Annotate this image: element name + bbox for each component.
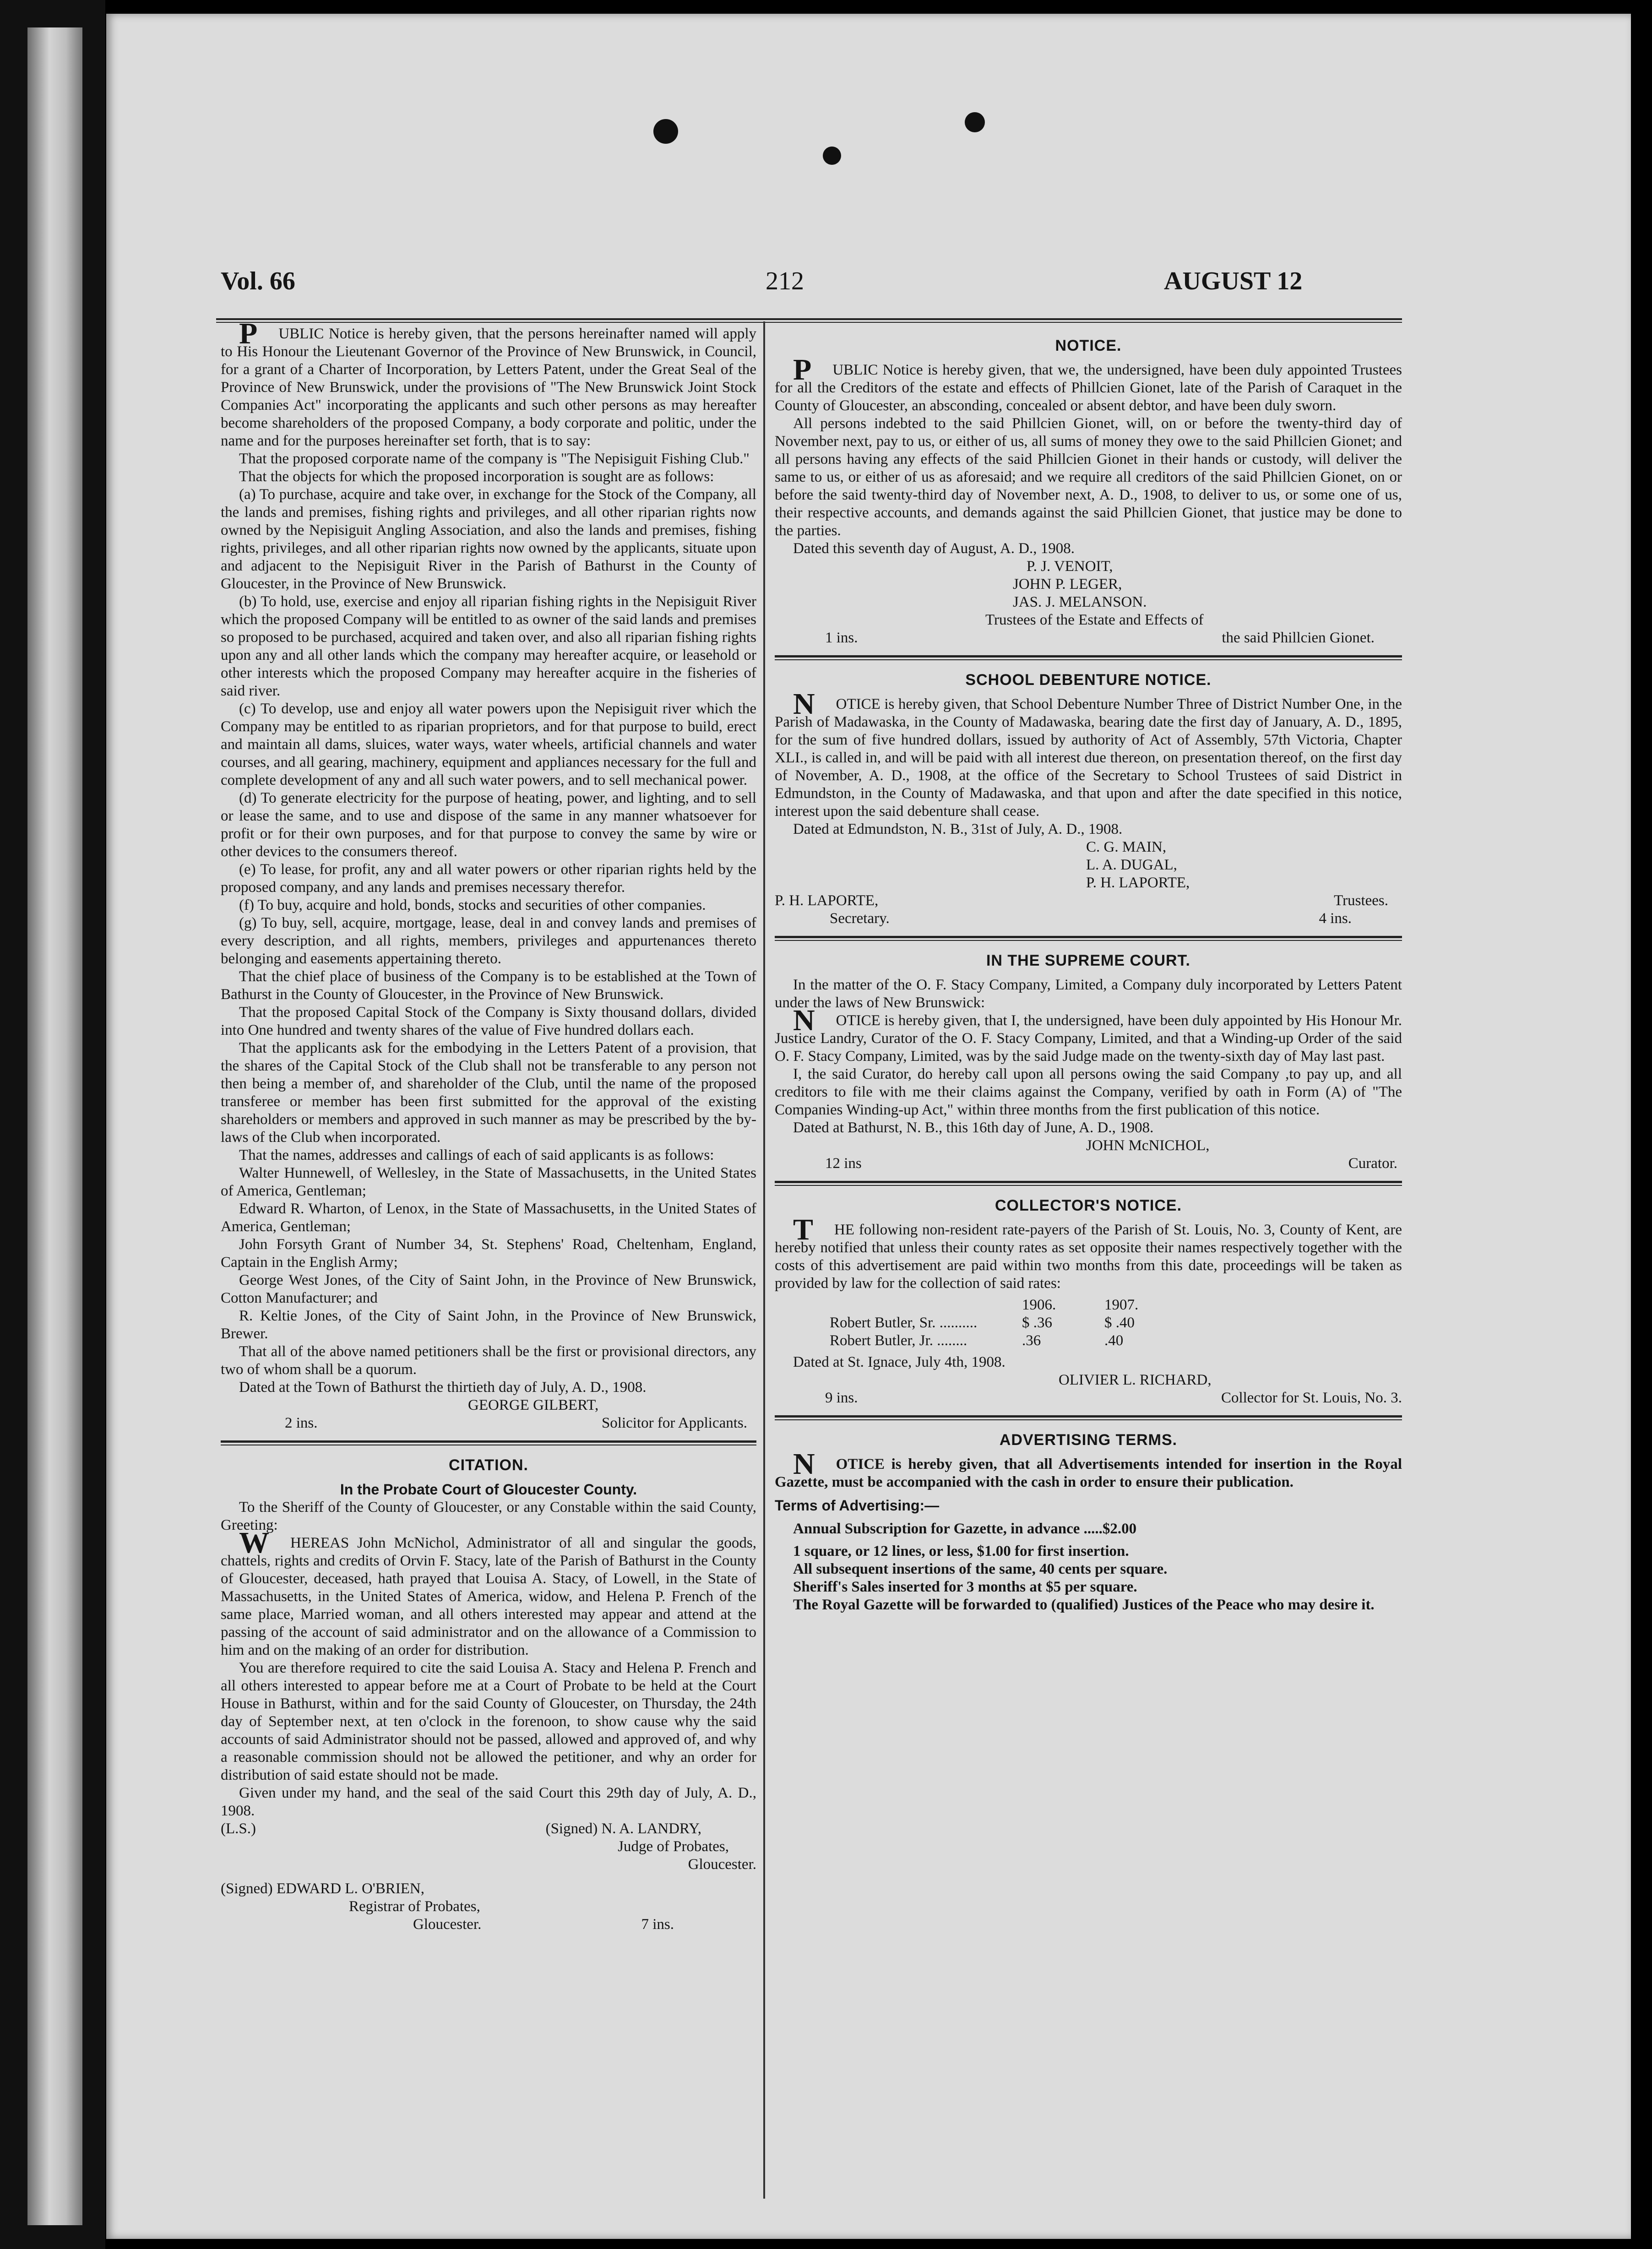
ratepayer-name: Robert Butler, Jr. ........ bbox=[830, 1332, 967, 1349]
column-divider bbox=[763, 321, 765, 2199]
section-rule bbox=[775, 936, 1402, 941]
trustee-notice-body-2: All persons indebted to the said Phillcien Gionet, will, on or before the twenty-third day of November next, pay to us, or either of us, all sums of money they owe to the said Phillcien Gionet; and all persons having any effects of the said Phillcien Gionet in their hands or custody, will deliver the same to us, or either of us as aforesaid; and we require all creditors of the said Phillcien Gionet, on or before the said twenty-third day of November next, A. D., 1908, to deliver to us, or some one of us, their respective accounts, and demands against the said Phillcien Gionet, that justice may be done to the parties. bbox=[775, 415, 1402, 539]
ratepayer-name: Robert Butler, Sr. .......... bbox=[830, 1315, 978, 1331]
terms-line: The Royal Gazette will be forwarded to (qualified) Justices of the Peace who may desire it. bbox=[793, 1597, 1375, 1613]
school-debenture-dated: Dated at Edmundston, N. B., 31st of July, A. D., 1908. bbox=[793, 821, 1123, 837]
trustee-title-2: the said Phillcien Gionet. bbox=[1222, 630, 1375, 646]
seal-label: (L.S.) bbox=[221, 1820, 256, 1837]
object-f: (f) To buy, acquire and hold, bonds, stocks and securities of other companies. bbox=[239, 897, 706, 913]
applicant: Edward R. Wharton, of Lenox, in the State of Massachusetts, in the United States of America, Gentleman; bbox=[221, 1201, 756, 1235]
judge-county: Gloucester. bbox=[688, 1856, 756, 1873]
applicant: R. Keltie Jones, of the City of Saint John, in the Province of New Brunswick, Brewer. bbox=[221, 1308, 756, 1342]
school-trustee-signature: P. H. LAPORTE, bbox=[1086, 875, 1190, 891]
secretary-name: P. H. LAPORTE, bbox=[775, 892, 879, 909]
insertions-count: 9 ins. bbox=[825, 1390, 858, 1406]
terms-line: 1 square, or 12 lines, or less, $1.00 for first insertion. bbox=[793, 1543, 1129, 1559]
trustee-signature: JAS. J. MELANSON. bbox=[1013, 594, 1147, 610]
terms-heading: Terms of Advertising:— bbox=[775, 1497, 940, 1514]
registrar-county: Gloucester. bbox=[413, 1916, 482, 1933]
year-header: 1907. bbox=[1104, 1297, 1139, 1313]
citation-court: In the Probate Court of Gloucester County. bbox=[340, 1481, 637, 1498]
object-b: (b) To hold, use, exercise and enjoy all riparian fishing rights in the Nepisiguit River which the proposed Company will be entitled to as owner of the said lands and premises so proposed to be purchased, acquired and taken over, and also all riparian fishing rights upon any and all other lands which the company may hereafter acquire, or leasehold or other interests which the proposed Company may hereafter acquire in the fisheries of said river. bbox=[221, 593, 756, 699]
trustee-title: Trustees of the Estate and Effects of bbox=[985, 612, 1204, 628]
dated-line: Dated at the Town of Bathurst the thirtieth day of July, A. D., 1908. bbox=[239, 1379, 647, 1396]
rates-table bbox=[830, 1296, 1402, 1350]
punch-hole bbox=[823, 147, 841, 165]
page-number: 212 bbox=[766, 267, 804, 295]
secretary-title: Secretary. bbox=[830, 910, 890, 927]
citation-title: CITATION. bbox=[449, 1456, 528, 1474]
secretary-row bbox=[775, 892, 1402, 910]
signed-registrar: (Signed) EDWARD L. O'BRIEN, bbox=[221, 1880, 424, 1897]
supreme-court-title: IN THE SUPREME COURT. bbox=[986, 952, 1191, 969]
header-rule bbox=[216, 318, 1402, 323]
terms-line: Sheriff's Sales inserted for 3 months at $5 per square. bbox=[793, 1579, 1137, 1595]
signature-row bbox=[221, 1414, 756, 1432]
collector-title: Collector for St. Louis, No. 3. bbox=[1221, 1390, 1402, 1406]
curator-title: Curator. bbox=[1348, 1155, 1397, 1172]
collector-row bbox=[775, 1389, 1402, 1407]
share-transfer-provision: That the applicants ask for the embodying in the Letters Patent of a provision, that the shares of the Capital Stock of the Club shall not be transferable to any person not then being a member of, and shareholder of the Club, until the name of the proposed transferee or member has been first submitted for the approval of the existing shareholders or members and approved in such manner as may be prescribed by the by-laws of the Club when incorporated. bbox=[221, 1040, 756, 1146]
secretary-row-2 bbox=[775, 910, 1402, 928]
terms-line: Annual Subscription for Gazette, in advance .....$2.00 bbox=[793, 1521, 1137, 1537]
punch-hole bbox=[965, 112, 985, 132]
table-row bbox=[830, 1332, 1402, 1350]
object-a: (a) To purchase, acquire and take over, in exchange for the Stock of the Company, all the lands and premises, fishing rights and privileges, and all other riparian rights now owned by the Nepisiguit Angling Association, and also the lands and premises, fishing rights, privileges, and all other riparian rights now owned by the applicants, situate upon and adjacent to the Nepisiguit River in the Parish of Bathurst in the County of Gloucester, in the Province of New Brunswick. bbox=[221, 486, 756, 592]
advertising-terms-title: ADVERTISING TERMS. bbox=[999, 1431, 1178, 1449]
registrar-row bbox=[221, 1916, 756, 1934]
section-rule bbox=[775, 655, 1402, 660]
collector-signature: OLIVIER L. RICHARD, bbox=[1059, 1372, 1212, 1388]
object-d: (d) To generate electricity for the purpose of heating, power, and lighting, and to sell or lease the same, and to use and dispose of the same in any manner whatsoever for profit or for their own purposes, and for that purpose to convey the same by wire or other devices to the consumers thereof. bbox=[221, 790, 756, 860]
school-trustee-signature: L. A. DUGAL, bbox=[1086, 857, 1177, 873]
applicants-intro: That the names, addresses and callings of each of said applicants is as follows: bbox=[239, 1147, 714, 1163]
applicant: John Forsyth Grant of Number 34, St. Stephens' Road, Cheltenham, England, Captain in the English Army; bbox=[221, 1236, 756, 1271]
supreme-court-body-2: I, the said Curator, do hereby call upon all persons owing the said Company ,to pay up, and all creditors to file with me their claims against the Company, verified by oath in Form (A) of "The Companies Winding-up Act," within three months from the first publication of this notice. bbox=[775, 1066, 1402, 1118]
curator-row bbox=[775, 1155, 1402, 1173]
insertions-count: 1 ins. bbox=[825, 630, 858, 646]
advertising-terms-body: NOTICE is hereby given, that all Advertisements intended for insertion in the Royal Gazette, must be accompanied with the cash in order to ensure their publication. bbox=[775, 1447, 1402, 1490]
gazette-page bbox=[106, 14, 1631, 2239]
signed-judge: (Signed) N. A. LANDRY, bbox=[545, 1820, 701, 1837]
rate-1907: .40 bbox=[1104, 1332, 1124, 1349]
applicant: George West Jones, of the City of Saint John, in the Province of New Brunswick, Cotton Manufacturer; and bbox=[221, 1272, 756, 1306]
judge-title: Judge of Probates, bbox=[618, 1838, 729, 1855]
school-debenture-body: NOTICE is hereby given, that School Debenture Number Three of District Number One, in the Parish of Madawaska, in the County of Madawaska, bearing date the first day of January, A. D., 1895, for the sum of five hundred dollars, issued by authority of Act of Assembly, 57th Victoria, Chapter XLI., is called in, and will be paid with all interest due thereon, on presentation thereof, on the first day of November, A. D., 1908, at the office of the Secretary to School Trustees of said District in Edmundston, in the County of Madawaska, and that upon and after the date specified in this notice, interest upon the said debenture shall cease. bbox=[775, 687, 1402, 820]
volume-number: Vol. 66 bbox=[221, 267, 295, 295]
insertions-count: 12 ins bbox=[825, 1155, 862, 1172]
punch-hole bbox=[653, 119, 678, 144]
section-rule bbox=[775, 1181, 1402, 1186]
place-of-business: That the chief place of business of the Company is to be established at the Town of Bathurst in the County of Gloucester, in the Province of New Brunswick. bbox=[221, 968, 756, 1003]
terms-line: All subsequent insertions of the same, 40 cents per square. bbox=[793, 1561, 1168, 1577]
capital-stock: That the proposed Capital Stock of the Company is Sixty thousand dollars, divided into One hundred and twenty shares of the value of Five hundred dollars each. bbox=[221, 1004, 756, 1038]
year-header: 1906. bbox=[1022, 1297, 1056, 1313]
insertions-count: 7 ins. bbox=[641, 1916, 674, 1933]
incorporation-notice-intro: PUBLIC Notice is hereby given, that the persons hereinafter named will apply to His Honour the Lieutenant Governor of the Province of New Brunswick, in Council, for a grant of a Charter of Incorporation, by Letters Patent, under the Great Seal of the Province of New Brunswick, under the provisions of "The New Brunswick Joint Stock Companies Act" incorporating the applicants and such other persons as may hereafter become shareholders of the proposed Company, a body corporate and politic, under the name and for the purposes hereinafter set forth, that is to say: bbox=[221, 317, 756, 449]
trustee-dated: Dated this seventh day of August, A. D., 1908. bbox=[793, 540, 1075, 557]
trustee-row bbox=[775, 629, 1402, 647]
seal-row bbox=[221, 1820, 756, 1838]
left-column bbox=[221, 317, 756, 2202]
signature-name: GEORGE GILBERT, bbox=[468, 1397, 599, 1413]
school-trustee-signature: C. G. MAIN, bbox=[1086, 839, 1167, 855]
directors: That all of the above named petitioners shall be the first or provisional directors, any two of whom shall be a quorum. bbox=[221, 1343, 756, 1378]
trustee-notice-body: PUBLIC Notice is hereby given, that we, the undersigned, have been duly appointed Trustees for all the Creditors of the estate and effects of Phillcien Gionet, late of the Parish of Caraquet in the County of Gloucester, an absconding, concealed or absent debtor, and have been duly sworn. bbox=[775, 353, 1402, 414]
registrar-title: Registrar of Probates, bbox=[349, 1898, 480, 1915]
insertions-count: 2 ins. bbox=[285, 1415, 318, 1431]
section-rule bbox=[775, 1415, 1402, 1420]
trustees-label: Trustees. bbox=[1334, 892, 1388, 909]
rate-1907: $ .40 bbox=[1104, 1315, 1135, 1331]
issue-date: AUGUST 12 bbox=[1164, 267, 1303, 295]
collectors-notice-body: THE following non-resident rate-payers of the Parish of St. Louis, No. 3, County of Kent, are hereby notified that unless their county rates as set opposite their names respectively together with the costs of this advertisement are paid within two months from this date, proceedings will be taken as provided by law for the collection of said rates: bbox=[775, 1213, 1402, 1292]
rate-1906: .36 bbox=[1022, 1332, 1041, 1349]
rates-table-header bbox=[830, 1296, 1402, 1314]
object-c: (c) To develop, use and enjoy all water powers upon the Nepisiguit river which the Company may be entitled to as riparian proprietors, and for that purpose to build, erect and maintain all dams, sluices, water ways, water wheels, artificial channels and water courses, and all gearing, machinery, equipment and appliances necessary for the full and complete development of any and all such water powers, and to sell mechanical power. bbox=[221, 701, 756, 788]
object-e: (e) To lease, for profit, any and all water powers or other riparian rights held by the proposed company, and any lands and premises necessary therefor. bbox=[221, 861, 756, 896]
book-binding bbox=[0, 0, 105, 2249]
citation-body-2: You are therefore required to cite the said Louisa A. Stacy and Helena P. French and all others interested to appear before me at a Court of Probate to be held at the Court House in Bathurst, within and for the said County of Gloucester, on Thursday, the 24th day of September next, at ten o'clock in the forenoon, to show cause why the said accounts of said Administrator should not be passed, allowed and approved of, and why a reasonable commission should not be allowed the petitioner, and why an order for distribution of said estate should not be made. bbox=[221, 1660, 756, 1783]
supreme-court-matter: In the matter of the O. F. Stacy Company, Limited, a Company duly incorporated by Letters Patent under the laws of New Brunswick: bbox=[775, 977, 1402, 1011]
trustee-signature: P. J. VENOIT, bbox=[1027, 558, 1113, 575]
incorporation-name: That the proposed corporate name of the company is "The Nepisiguit Fishing Club." bbox=[239, 451, 750, 467]
citation-body: WHEREAS John McNichol, Administrator of all and singular the goods, chattels, rights and credits of Orvin F. Stacy, late of the Parish of Bathurst in the County of Gloucester, deceased, hath prayed that Louisa A. Stacy, of Lowell, in the State of Massachusetts, in the United States of America, widow, and Helena P. French of the same place, Married woman, and all others interested may appear and attend at the passing of the account of said administrator and on the allowance of a Commission to him and on the making of an order for distribution. bbox=[221, 1526, 756, 1658]
rate-1906: $ .36 bbox=[1022, 1315, 1052, 1331]
supreme-court-body: NOTICE is hereby given, that I, the undersigned, have been duly appointed by His Honour Mr. Justice Landry, Curator of the O. F. Stacy Company, Limited, and that a Winding-up Order of the said O. F. Stacy Company, Limited, was by the said Judge made on the twenty-sixth day of May last past. bbox=[775, 1004, 1402, 1065]
trustee-signature: JOHN P. LEGER, bbox=[1013, 576, 1122, 592]
supreme-court-dated: Dated at Bathurst, N. B., this 16th day of June, A. D., 1908. bbox=[793, 1119, 1154, 1136]
collectors-dated: Dated at St. Ignace, July 4th, 1908. bbox=[793, 1354, 1005, 1370]
incorporation-objects: That the objects for which the proposed incorporation is sought are as follows: bbox=[239, 468, 714, 485]
page-header bbox=[106, 266, 1631, 308]
signature-title: Solicitor for Applicants. bbox=[601, 1415, 747, 1431]
citation-given: Given under my hand, and the seal of the said Court this 29th day of July, A. D., 1908. bbox=[221, 1785, 756, 1819]
citation-to: To the Sheriff of the County of Gloucester, or any Constable within the said County, Greeting: bbox=[221, 1499, 756, 1533]
table-row bbox=[830, 1314, 1402, 1332]
notice-title: NOTICE. bbox=[1055, 337, 1122, 354]
section-rule bbox=[221, 1440, 756, 1445]
school-debenture-title: SCHOOL DEBENTURE NOTICE. bbox=[965, 671, 1212, 689]
collectors-notice-title: COLLECTOR'S NOTICE. bbox=[994, 1197, 1182, 1214]
applicant: Walter Hunnewell, of Wellesley, in the State of Massachusetts, in the United States of America, Gentleman; bbox=[221, 1165, 756, 1199]
insertions-count: 4 ins. bbox=[1319, 910, 1352, 927]
right-column bbox=[775, 325, 1402, 2202]
object-g: (g) To buy, sell, acquire, mortgage, lease, deal in and convey lands and premises of every description, and all rights, members, privileges and appurtenances thereto belonging and easements appertaining thereto. bbox=[221, 915, 756, 967]
book-spine bbox=[27, 27, 82, 2225]
curator-signature: JOHN McNICHOL, bbox=[1086, 1137, 1210, 1154]
